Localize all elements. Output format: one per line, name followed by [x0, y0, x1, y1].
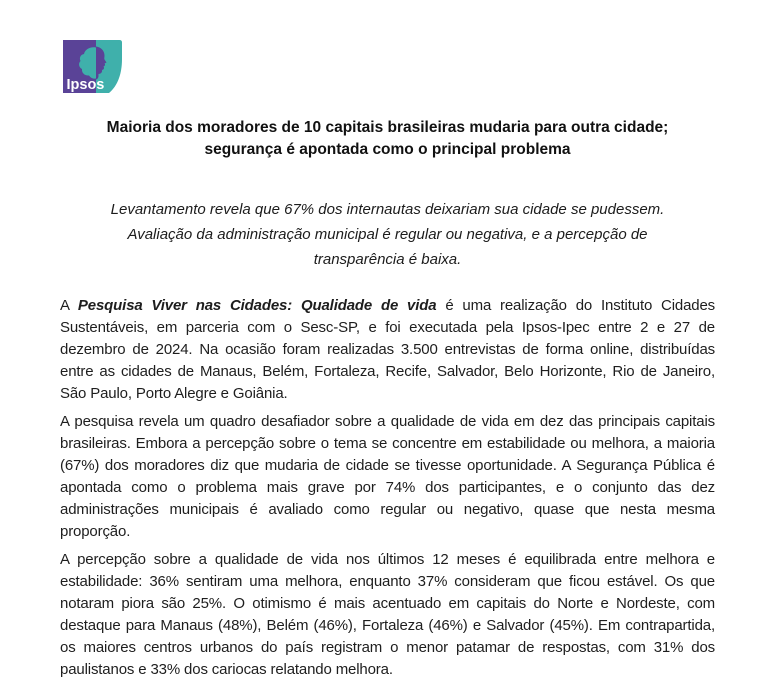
ipsos-logo	[63, 40, 122, 93]
subtitle	[60, 197, 715, 272]
study-title-emphasis: Pesquisa Viver nas Cidades: Qualidade de vida	[77, 297, 437, 314]
subtitle-line-2: Avaliação da administração municipal é regular ou negativa, e a percepção de	[127, 226, 648, 243]
subtitle-line-3: transparência é baixa.	[313, 251, 462, 268]
headline	[60, 117, 715, 161]
logo-wordmark: Ipsos	[66, 77, 105, 93]
headline-line-2: segurança é apontada como o principal problema	[204, 141, 571, 158]
paragraph-study-overview-rest: é uma realização do Instituto Cidades Sustentáveis, em parceria com o Sesc-SP, e foi executada pela Ipsos-Ipec entre 2 e 27 de dezembro de 2024. Na ocasião foram realizadas 3.500 entrevistas de forma online, distribuídas entre as cidades de Manaus, Belém, Fortaleza, Recife, Salvador, Belo Horizonte, Rio de Janeiro, São Paulo, Porto Alegre e Goiânia.	[60, 297, 716, 402]
headline-line-1: Maioria dos moradores de 10 capitais brasileiras mudaria para outra cidade;	[106, 119, 669, 136]
ipsos-logo-graphic	[63, 40, 122, 93]
paragraph-study-overview-lead: A	[60, 297, 78, 314]
paragraph-quality-of-life-perception: A percepção sobre a qualidade de vida nos últimos 12 meses é equilibrada entre melhora e estabilidade: 36% sentiram uma melhora, enquanto 37% consideram que ficou estável. Os que notaram piora são 25%. O otimismo é mais acentuado em capitais do Norte e Nordeste, com destaque para Manaus (48%), Belém (46%), Fortaleza (46%) e Salvador (45%). Em contrapartida, os maiores centros urbanos do país registram o menor patamar de respostas, com 31% dos paulistanos e 33% dos cariocas relatando melhora.	[60, 551, 715, 678]
subtitle-line-1: Levantamento revela que 67% dos internautas deixariam sua cidade se pudessem.	[110, 201, 665, 218]
paragraph-key-findings: A pesquisa revela um quadro desafiador sobre a qualidade de vida em dez das principais capitais brasileiras. Embora a percepção sobre o tema se concentre em estabilidade ou melhora, a maioria (67%) dos moradores diz que mudaria de cidade se tivesse oportunidade. A Segurança Pública é apontada como o problema mais grave por 74% dos participantes, e o conjunto das dez administrações municipais é avaliado como regular ou negativo, quase que nesta mesma proporção.	[60, 413, 715, 540]
paragraph-study-overview	[60, 295, 715, 405]
